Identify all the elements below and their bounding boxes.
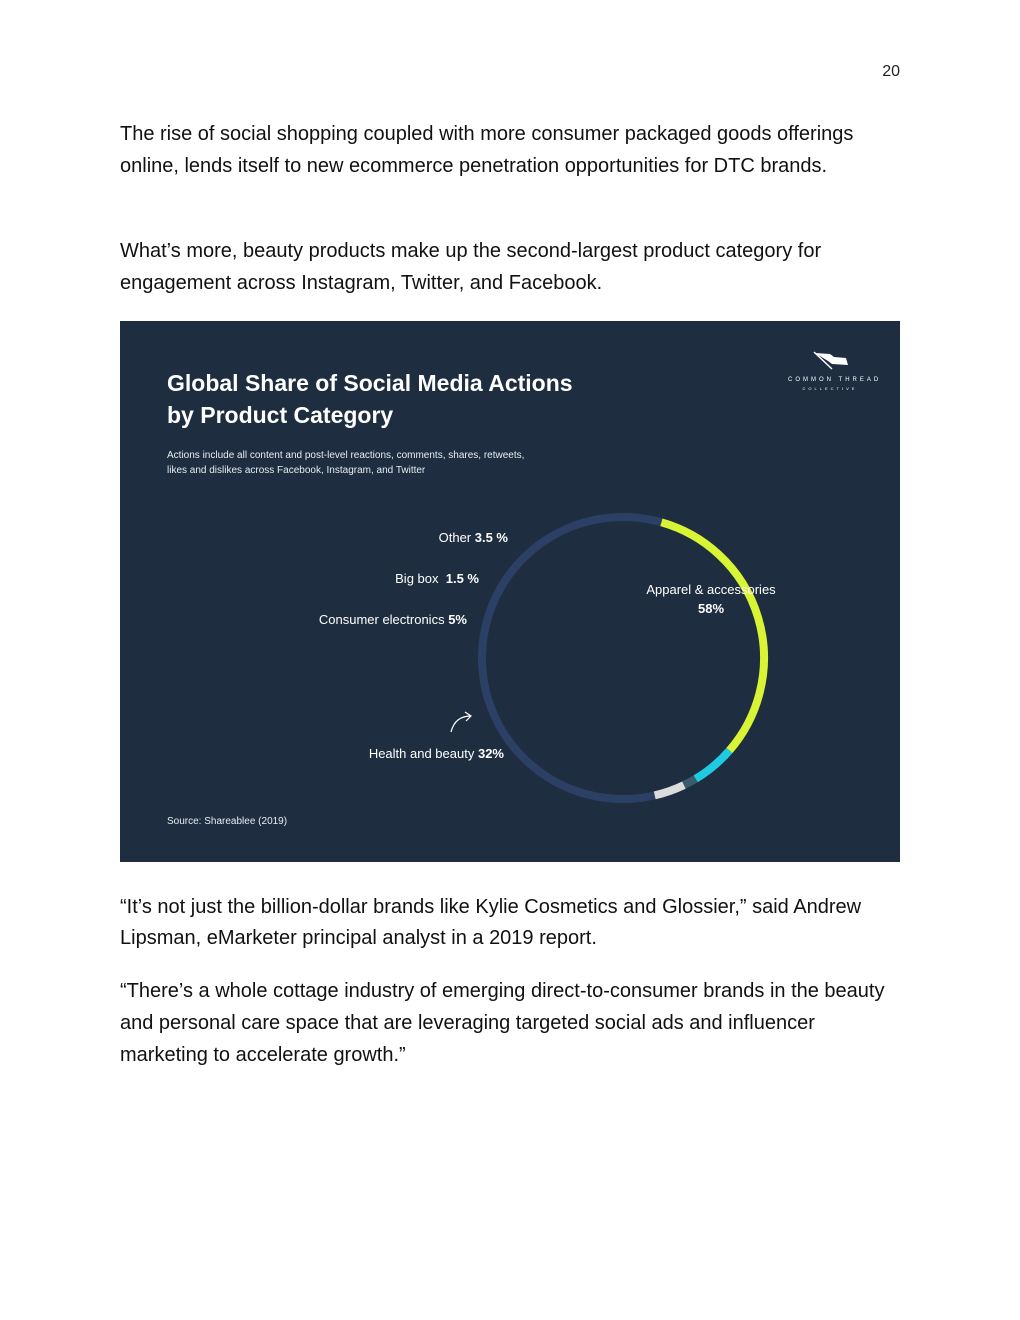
quote-paragraph-1: “It’s not just the billion-dollar brands like Kylie Cosmetics and Glossier,” said Andrew Lipsman, eMarketer principal analyst in a 2019 report. xyxy=(120,896,862,949)
label-consumer-electronics-value: 5% xyxy=(448,612,467,627)
label-health-beauty-value: 32% xyxy=(477,746,504,761)
ring-segment-bigbox xyxy=(684,779,696,785)
chart-figure xyxy=(120,321,900,862)
intro-paragraph: The rise of social shopping coupled with more consumer packaged goods offerings online, lends itself to new ecommerce penetration opportunities for DTC brands. xyxy=(120,123,854,177)
label-big-box xyxy=(395,570,479,587)
chart-source: Source: Shareablee (2019) xyxy=(167,816,288,827)
ring-segment-health xyxy=(661,522,764,750)
label-other-value: 3.5 % xyxy=(474,530,508,545)
curved-arrow-icon xyxy=(451,712,471,732)
quote-paragraph-2: “There’s a whole cottage industry of emerging direct-to-consumer brands in the beauty and personal care space that are leveraging targeted social ads and influencer marketing to accelerate growth.” xyxy=(120,980,885,1066)
label-apparel-name: Apparel & accessories xyxy=(646,582,776,597)
label-apparel xyxy=(636,581,786,617)
beauty-paragraph: What’s more, beauty products make up the second-largest product category for engagement across Instagram, Twitter, and Facebook. xyxy=(120,240,822,294)
label-health-beauty xyxy=(369,745,504,762)
label-apparel-value: 58% xyxy=(697,601,725,616)
page-number: 20 xyxy=(882,63,900,80)
logo-name: COMMON THREAD xyxy=(788,377,882,383)
label-big-box-value: 1.5 % xyxy=(445,571,479,586)
chart-title-line-2: by Product Category xyxy=(167,402,394,428)
label-consumer-electronics xyxy=(319,611,467,628)
logo-subtitle: COLLECTIVE xyxy=(802,386,858,391)
ring-segment-electronics xyxy=(696,751,730,779)
chart-subtitle: Actions include all content and post-level reactions, comments, shares, retweets, likes and dislikes across Facebook, Instagram, and Twitter xyxy=(167,450,525,476)
label-big-box-name: Big box xyxy=(395,571,439,586)
ring-segment-other xyxy=(655,785,684,795)
chart-title-line-1: Global Share of Social Media Actions xyxy=(167,370,573,396)
label-health-beauty-name: Health and beauty xyxy=(368,746,475,761)
label-other-name: Other xyxy=(438,530,472,545)
label-consumer-electronics-name: Consumer electronics xyxy=(318,612,445,627)
ring-segment-apparel xyxy=(482,517,661,799)
label-other xyxy=(439,529,508,546)
